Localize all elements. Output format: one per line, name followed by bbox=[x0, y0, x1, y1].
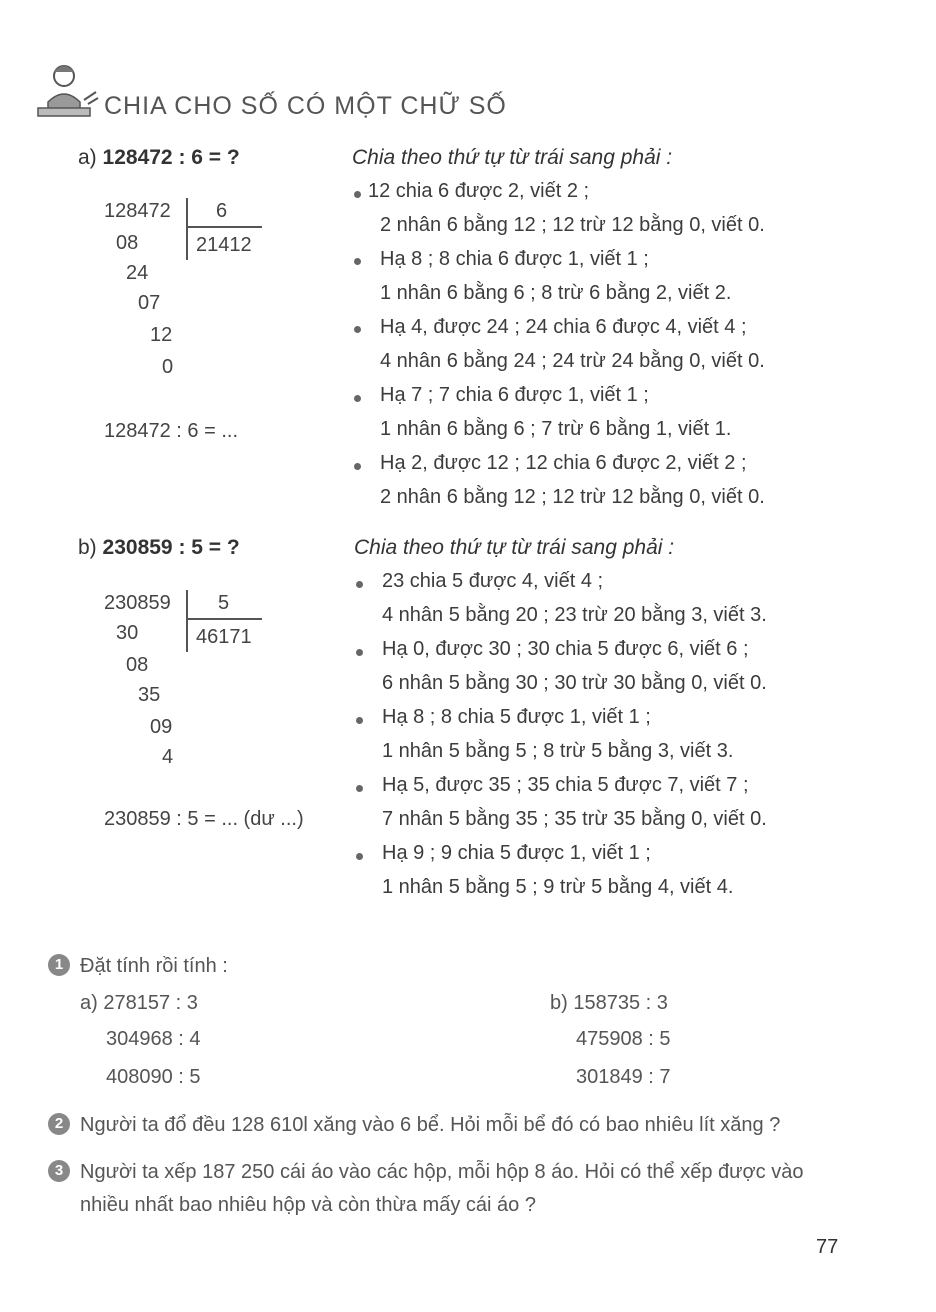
exercise-number-badge: 2 bbox=[48, 1113, 70, 1135]
bullet bbox=[356, 581, 363, 588]
quotient: 46171 bbox=[196, 626, 252, 648]
part-a-label bbox=[78, 146, 240, 170]
explain-line: Hạ 8 ; 8 chia 6 được 1, viết 1 ; bbox=[380, 248, 649, 270]
page-number: 77 bbox=[816, 1236, 839, 1258]
dividend: 230859 bbox=[104, 592, 171, 614]
divisor: 6 bbox=[216, 200, 228, 222]
explain-line: Hạ 4, được 24 ; 24 chia 6 được 4, viết 4 ; bbox=[380, 316, 747, 338]
dividend: 128472 bbox=[104, 200, 171, 222]
explain-line: Hạ 9 ; 9 chia 5 được 1, viết 1 ; bbox=[382, 842, 651, 864]
step-remainder: 09 bbox=[150, 716, 173, 738]
bullet bbox=[354, 326, 361, 333]
divisor: 5 bbox=[218, 592, 230, 614]
exercise-prompt: Đặt tính rồi tính : bbox=[80, 955, 228, 977]
bullet bbox=[354, 395, 361, 402]
bullet bbox=[354, 191, 361, 198]
result-line: 128472 : 6 = ... bbox=[104, 420, 238, 442]
page-title: CHIA CHO SỐ CÓ MỘT CHỮ SỐ bbox=[104, 92, 507, 120]
bullet bbox=[356, 717, 363, 724]
exercise-item: 301849 : 7 bbox=[576, 1066, 671, 1088]
step-remainder: 35 bbox=[138, 684, 161, 706]
exercise-text-line: nhiều nhất bao nhiêu hộp và còn thừa mấy cái áo ? bbox=[80, 1194, 536, 1216]
explain-line: 4 nhân 5 bằng 20 ; 23 trừ 20 bằng 3, viết 3. bbox=[382, 604, 767, 626]
step-remainder: 12 bbox=[150, 324, 173, 346]
exercise-item: a) 278157 : 3 bbox=[80, 992, 198, 1014]
division-underline bbox=[186, 226, 262, 228]
part-b-label bbox=[78, 536, 240, 560]
step-remainder: 07 bbox=[138, 292, 161, 314]
exercise-number-badge: 3 bbox=[48, 1160, 70, 1182]
division-bar bbox=[186, 590, 188, 652]
explain-line: 1 nhân 5 bằng 5 ; 9 trừ 5 bằng 4, viết 4. bbox=[382, 876, 734, 898]
bullet bbox=[356, 853, 363, 860]
step-remainder: 08 bbox=[116, 232, 139, 254]
exercise-item: 304968 : 4 bbox=[106, 1028, 201, 1050]
explain-line: 7 nhân 5 bằng 35 ; 35 trừ 35 bằng 0, viết 0. bbox=[382, 808, 767, 830]
step-remainder: 30 bbox=[116, 622, 139, 644]
explain-line: 1 nhân 5 bằng 5 ; 8 trừ 5 bằng 3, viết 3. bbox=[382, 740, 734, 762]
part-a-prefix: a) bbox=[78, 146, 97, 169]
explain-line: Hạ 7 ; 7 chia 6 được 1, viết 1 ; bbox=[380, 384, 649, 406]
explain-line: Hạ 2, được 12 ; 12 chia 6 được 2, viết 2 ; bbox=[380, 452, 747, 474]
division-bar bbox=[186, 198, 188, 260]
step-remainder: 0 bbox=[162, 356, 174, 378]
part-a-expression: 128472 : 6 = ? bbox=[102, 146, 240, 169]
quotient: 21412 bbox=[196, 234, 252, 256]
header bbox=[34, 62, 634, 122]
part-b-expression: 230859 : 5 = ? bbox=[102, 536, 240, 559]
explain-line: 6 nhân 5 bằng 30 ; 30 trừ 30 bằng 0, viết 0. bbox=[382, 672, 767, 694]
exercise-item: b) 158735 : 3 bbox=[550, 992, 668, 1014]
division-underline bbox=[186, 618, 262, 620]
result-line: 230859 : 5 = ... (dư ...) bbox=[104, 808, 304, 830]
explain-title: Chia theo thứ tự từ trái sang phải : bbox=[352, 146, 673, 169]
exercise-text-line: Người ta xếp 187 250 cái áo vào các hộp, mỗi hộp 8 áo. Hỏi có thể xếp được vào bbox=[80, 1161, 804, 1183]
explain-line: 2 nhân 6 bằng 12 ; 12 trừ 12 bằng 0, viết 0. bbox=[380, 486, 765, 508]
bullet bbox=[356, 649, 363, 656]
bullet bbox=[354, 258, 361, 265]
explain-line: 4 nhân 6 bằng 24 ; 24 trừ 24 bằng 0, viết 0. bbox=[380, 350, 765, 372]
explain-line: Hạ 0, được 30 ; 30 chia 5 được 6, viết 6 ; bbox=[382, 638, 749, 660]
bullet bbox=[354, 463, 361, 470]
explain-line: 1 nhân 6 bằng 6 ; 7 trừ 6 bằng 1, viết 1. bbox=[380, 418, 732, 440]
exercise-text: Người ta đổ đều 128 610l xăng vào 6 bể. Hỏi mỗi bể đó có bao nhiêu lít xăng ? bbox=[80, 1114, 781, 1136]
step-remainder: 08 bbox=[126, 654, 149, 676]
exercise-item: 475908 : 5 bbox=[576, 1028, 671, 1050]
explain-line: 23 chia 5 được 4, viết 4 ; bbox=[382, 570, 604, 592]
step-remainder: 4 bbox=[162, 746, 174, 768]
bullet bbox=[356, 785, 363, 792]
explain-line: 2 nhân 6 bằng 12 ; 12 trừ 12 bằng 0, viết 0. bbox=[380, 214, 765, 236]
reading-child-icon bbox=[34, 62, 104, 122]
explain-title: Chia theo thứ tự từ trái sang phải : bbox=[354, 536, 675, 559]
part-b-prefix: b) bbox=[78, 536, 97, 559]
exercise-item: 408090 : 5 bbox=[106, 1066, 201, 1088]
exercise-number-badge: 1 bbox=[48, 954, 70, 976]
explain-line: 12 chia 6 được 2, viết 2 ; bbox=[368, 180, 590, 202]
explain-line: Hạ 8 ; 8 chia 5 được 1, viết 1 ; bbox=[382, 706, 651, 728]
step-remainder: 24 bbox=[126, 262, 149, 284]
explain-line: Hạ 5, được 35 ; 35 chia 5 được 7, viết 7 ; bbox=[382, 774, 749, 796]
explain-line: 1 nhân 6 bằng 6 ; 8 trừ 6 bằng 2, viết 2. bbox=[380, 282, 732, 304]
